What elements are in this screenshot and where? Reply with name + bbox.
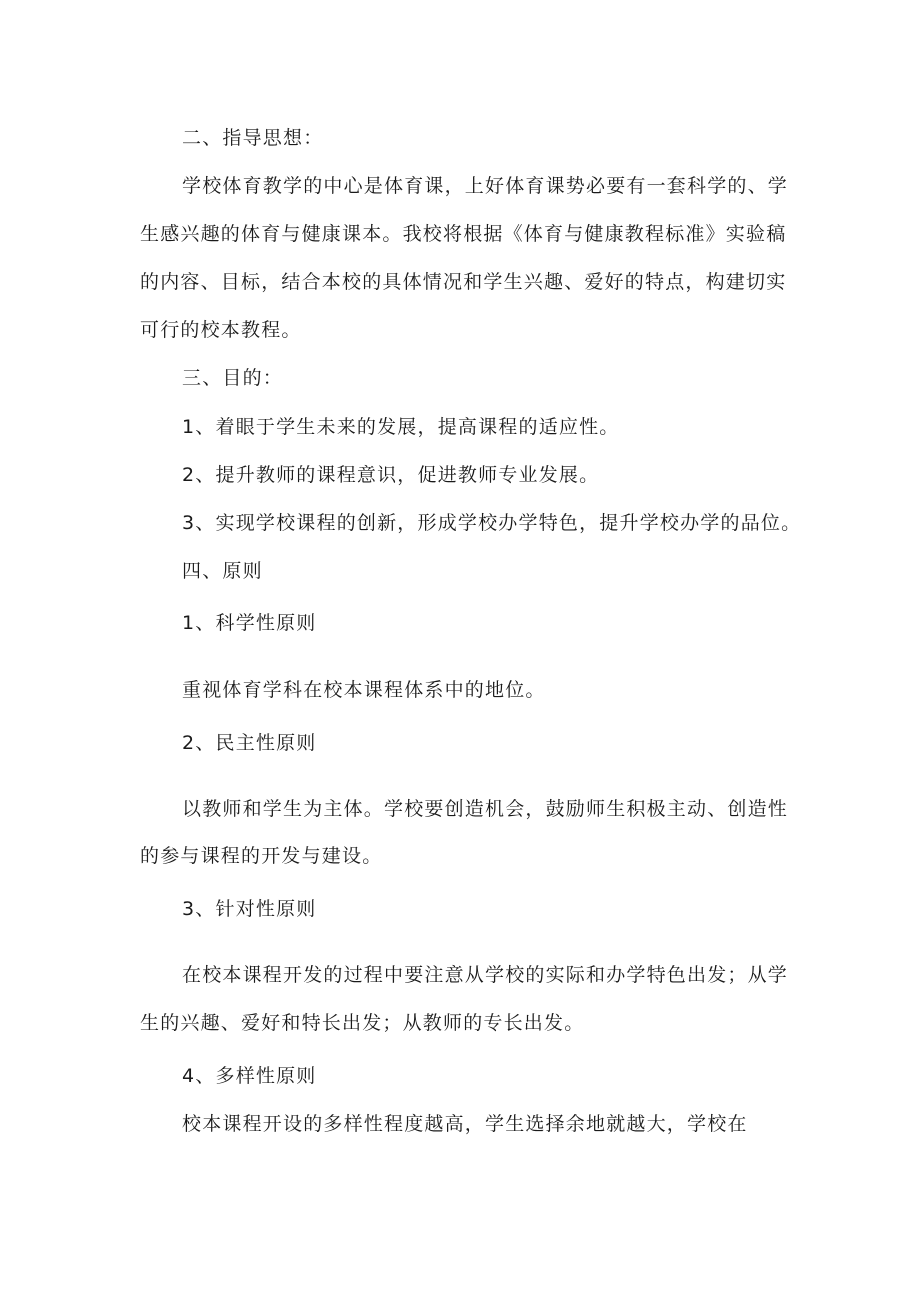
section-heading-purpose: 三、目的：: [182, 367, 284, 389]
goal-item: 1、着眼于学生未来的发展，提高课程的适应性。: [182, 416, 620, 438]
principle-text: 以教师和学生为主体。学校要创造机会，鼓励师生积极主动、创造性: [182, 798, 789, 820]
principle-title: 2、民主性原则: [182, 732, 317, 754]
paragraph-line: 生感兴趣的体育与健康课本。我校将根据《体育与健康教程标准》实验稿: [140, 223, 787, 245]
principle-text: 生的兴趣、爱好和特长出发；从教师的专长出发。: [140, 1012, 585, 1034]
paragraph-line: 的内容、目标，结合本校的具体情况和学生兴趣、爱好的特点，构建切实: [140, 271, 787, 293]
paragraph-line: 可行的校本教程。: [140, 319, 302, 341]
goal-item: 2、提升教师的课程意识，促进教师专业发展。: [182, 464, 600, 486]
principle-text: 校本课程开设的多样性程度越高，学生选择余地就越大，学校在: [182, 1113, 748, 1135]
paragraph-line: 学校体育教学的中心是体育课，上好体育课势必要有一套科学的、学: [182, 175, 789, 197]
principle-title: 1、科学性原则: [182, 612, 317, 634]
principle-title: 4、多样性原则: [182, 1065, 317, 1087]
section-heading-principles: 四、原则: [182, 560, 263, 582]
goal-item: 3、实现学校课程的创新，形成学校办学特色，提升学校办学的品位。: [182, 512, 802, 534]
principle-title: 3、针对性原则: [182, 898, 317, 920]
principle-text: 在校本课程开发的过程中要注意从学校的实际和办学特色出发；从学: [182, 964, 789, 986]
principle-text: 的参与课程的开发与建设。: [140, 845, 383, 867]
section-heading-guiding-ideology: 二、指导思想：: [182, 127, 324, 149]
principle-text: 重视体育学科在校本课程体系中的地位。: [182, 679, 546, 701]
